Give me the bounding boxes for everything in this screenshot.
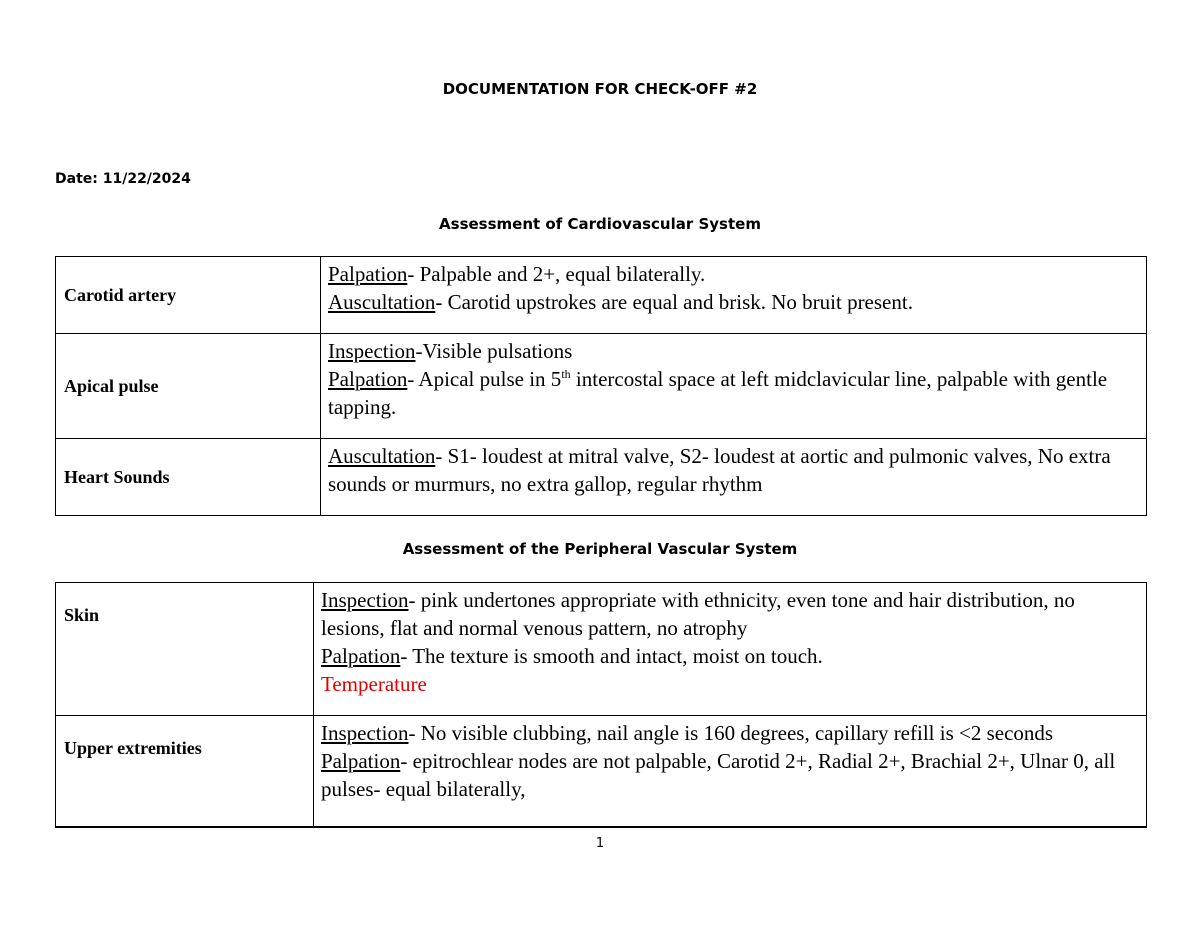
auscultation-term: Auscultation [328,290,436,314]
inspection-text: -Visible pulsations [415,339,573,363]
carotid-findings [321,257,1147,334]
row-label-upper: Upper extremities [56,716,314,827]
row-label-skin: Skin [56,583,314,716]
table-row [56,583,1147,716]
palpation-term: Palpation [328,367,408,391]
peripheral-section-heading: Assessment of the Peripheral Vascular System [402,540,798,558]
auscultation-text: - S1- loudest at mitral valve, S2- loudest at aortic and pulmonic valves, No extra sounds or murmurs, no extra gallop, regular rhythm [328,444,1111,496]
row-label-carotid: Carotid artery [56,257,321,334]
palpation-text: - Palpable and 2+, equal bilaterally. [407,262,706,286]
palpation-term: Palpation [321,749,401,773]
inspection-term: Inspection [321,721,409,745]
skin-findings [314,583,1147,716]
page-number: 1 [595,836,605,851]
row-label-apical: Apical pulse [56,334,321,439]
palpation-term: Palpation [321,644,401,668]
upper-findings [314,716,1147,827]
cardio-section-heading: Assessment of Cardiovascular System [439,215,761,233]
inspection-term: Inspection [328,339,416,363]
palpation-text: - The texture is smooth and intact, moist on touch. [400,644,823,668]
apical-findings [321,334,1147,439]
auscultation-text: - Carotid upstrokes are equal and brisk. No bruit present. [435,290,913,314]
table-row [56,716,1147,827]
ordinal-superscript: th [561,367,571,381]
inspection-text: - pink undertones appropriate with ethnicity, even tone and hair distribution, no lesions, flat and normal venous pattern, no atrophy [321,588,1075,640]
cardio-table [55,256,1147,516]
table-row [56,439,1147,516]
inspection-term: Inspection [321,588,409,612]
palpation-text-cont: intercostal space at left midclavicular line, palpable with gentle tapping. [328,367,1108,419]
heart-findings [321,439,1147,516]
palpation-text: - epitrochlear nodes are not palpable, Carotid 2+, Radial 2+, Brachial 2+, Ulnar 0, all pulses- equal bilaterally, [321,749,1116,801]
row-label-heart: Heart Sounds [56,439,321,516]
table-row [56,257,1147,334]
peripheral-table [55,582,1147,828]
palpation-text: - Apical pulse in 5 [407,367,562,391]
document-title: DOCUMENTATION FOR CHECK-OFF #2 [442,80,758,98]
document-date: Date: 11/22/2024 [55,171,191,187]
temperature-placeholder: Temperature [321,672,427,696]
table-row [56,334,1147,439]
inspection-text: - No visible clubbing, nail angle is 160 degrees, capillary refill is <2 seconds [408,721,1054,745]
auscultation-term: Auscultation [328,444,436,468]
palpation-term: Palpation [328,262,408,286]
